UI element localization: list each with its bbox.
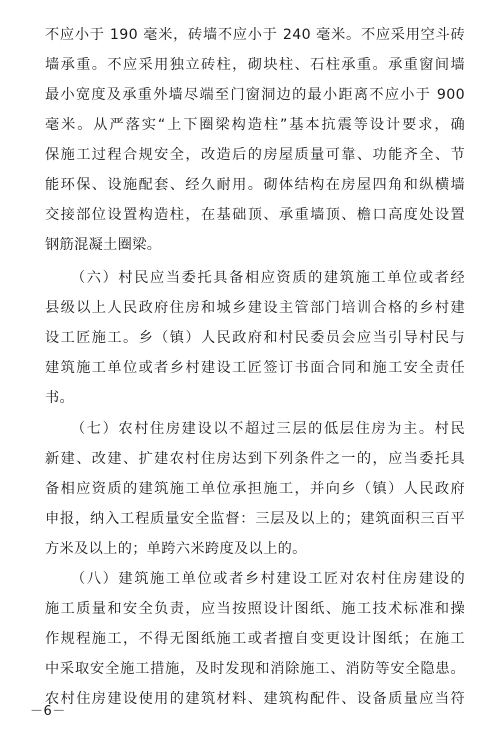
text-line: （七）农村住房建设以不超过三层的低层住房为主。村民 — [71, 421, 465, 437]
paragraph-item-8 — [45, 564, 465, 714]
text-line: 最小宽度及承重外墙尽端至门窗洞边的最小距离不应小于 900 — [45, 87, 465, 103]
page-number: －6－ — [30, 704, 66, 719]
text-line: 钢筋混凝土圈梁。 — [45, 237, 162, 253]
text-line: （八）建筑施工单位或者乡村建设工匠对农村住房建设的 — [71, 571, 465, 587]
text-line: 保施工过程合规安全，改造后的房屋质量可靠、功能齐全、节 — [45, 147, 465, 163]
text-line: 中采取安全施工措施，及时发现和消除施工、消防等安全隐患。 — [45, 661, 465, 677]
text-line: 能环保、设施配套、经久耐用。砌体结构在房屋四角和纵横墙 — [45, 177, 465, 193]
text-line: 交接部位设置构造柱，在基础顶、承重墙顶、檐口高度处设置 — [45, 207, 465, 223]
text-line: 施工质量和安全负责，应当按照设计图纸、施工技术标准和操 — [45, 601, 465, 617]
paragraph-item-7 — [45, 414, 465, 564]
text-line: 毫米。从严落实“上下圈梁构造柱”基本抗震等设计要求，确 — [45, 117, 465, 133]
text-line: 县级以上人民政府住房和城乡建设主管部门培训合格的乡村建 — [45, 300, 465, 316]
text-line: 墙承重。不应采用独立砖柱，砌块柱、石柱承重。承重窗间墙 — [45, 57, 465, 73]
text-line: 建筑施工单位或者乡村建设工匠签订书面合同和施工安全责任 — [45, 360, 465, 376]
text-line: 备相应资质的建筑施工单位承担施工，并向乡（镇）人民政府 — [45, 481, 465, 497]
text-line: 农村住房建设使用的建筑材料、建筑构配件、设备质量应当符 — [45, 691, 465, 707]
paragraph-structural-requirements — [45, 20, 465, 260]
text-line: 申报，纳入工程质量安全监督：三层及以上的；建筑面积三百平 — [45, 511, 465, 527]
text-line: 方米及以上的；单跨六米跨度及以上的。 — [45, 541, 307, 557]
text-line: 不应小于 190 毫米，砖墙不应小于 240 毫米。不应采用空斗砖 — [45, 27, 465, 43]
text-line: 作规程施工，不得无图纸施工或者擅自变更设计图纸；在施工 — [45, 631, 465, 647]
text-line: 新建、改建、扩建农村住房达到下列条件之一的，应当委托具 — [45, 451, 465, 467]
text-line: 书。 — [45, 390, 75, 406]
paragraph-item-6 — [45, 263, 465, 413]
text-line: 设工匠施工。乡（镇）人民政府和村民委员会应当引导村民与 — [45, 330, 465, 346]
text-line: （六）村民应当委托具备相应资质的建筑施工单位或者经 — [71, 270, 465, 286]
